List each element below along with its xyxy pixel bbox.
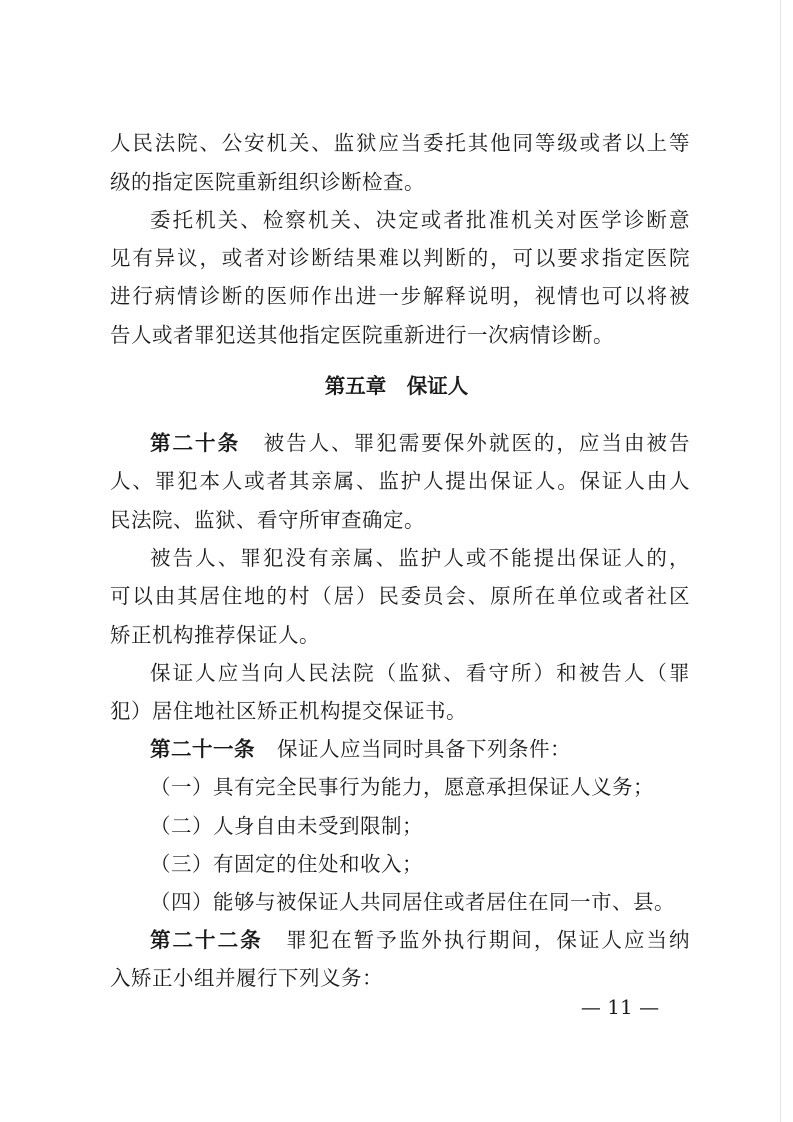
list-item: （四）能够与被保证人共同居住或者居住在同一市、县。 bbox=[150, 890, 675, 914]
body-line: 告人或者罪犯送其他指定医院重新进行一次病情诊断。 bbox=[110, 323, 614, 347]
body-line: 保证人应当向人民法院（监狱、看守所）和被告人（罪 bbox=[150, 661, 690, 685]
body-line: 进行病情诊断的医师作出进一步解释说明，视情也可以将被 bbox=[110, 284, 690, 308]
article-text: 被告人、罪犯需要保外就医的，应当由被告 bbox=[262, 431, 691, 455]
article-line bbox=[150, 734, 690, 764]
article-text: 罪犯在暂予监外执行期间，保证人应当纳 bbox=[284, 928, 690, 952]
article-label: 第二十一条 bbox=[150, 737, 255, 761]
article-text: 保证人应当同时具备下列条件： bbox=[277, 737, 571, 761]
body-line: 级的指定医院重新组织诊断检查。 bbox=[110, 170, 425, 194]
body-line: 民法院、监狱、看守所审查确定。 bbox=[110, 508, 425, 532]
list-item: （二）人身自由未受到限制； bbox=[150, 814, 423, 838]
article-label: 第二十条 bbox=[150, 431, 241, 455]
body-line: 入矫正小组并履行下列义务： bbox=[110, 966, 383, 990]
page-number: — 11 — bbox=[580, 995, 660, 1019]
list-item: （一）具有完全民事行为能力，愿意承担保证人义务； bbox=[150, 775, 654, 799]
body-line: 矫正机构推荐保证人。 bbox=[110, 623, 320, 647]
body-line: 人民法院、公安机关、监狱应当委托其他同等级或者以上等 bbox=[110, 131, 690, 155]
body-line: 犯）居住地社区矫正机构提交保证书。 bbox=[110, 699, 467, 723]
body-line: 委托机关、检察机关、决定或者批准机关对医学诊断意 bbox=[150, 208, 690, 232]
list-item: （三）有固定的住处和收入； bbox=[150, 852, 423, 876]
body-line: 人、罪犯本人或者其亲属、监护人提出保证人。保证人由人 bbox=[110, 469, 690, 493]
scan-edge-divider bbox=[780, 0, 781, 1122]
article-line bbox=[150, 925, 690, 955]
body-line: 可以由其居住地的村（居）民委员会、原所在单位或者社区 bbox=[110, 584, 690, 608]
article-label: 第二十二条 bbox=[150, 928, 263, 952]
article-line bbox=[150, 428, 690, 458]
body-line: 被告人、罪犯没有亲属、监护人或不能提出保证人的， bbox=[150, 546, 690, 570]
body-line: 见有异议，或者对诊断结果难以判断的，可以要求指定医院 bbox=[110, 246, 690, 270]
chapter-heading: 第五章 保证人 bbox=[324, 374, 469, 398]
